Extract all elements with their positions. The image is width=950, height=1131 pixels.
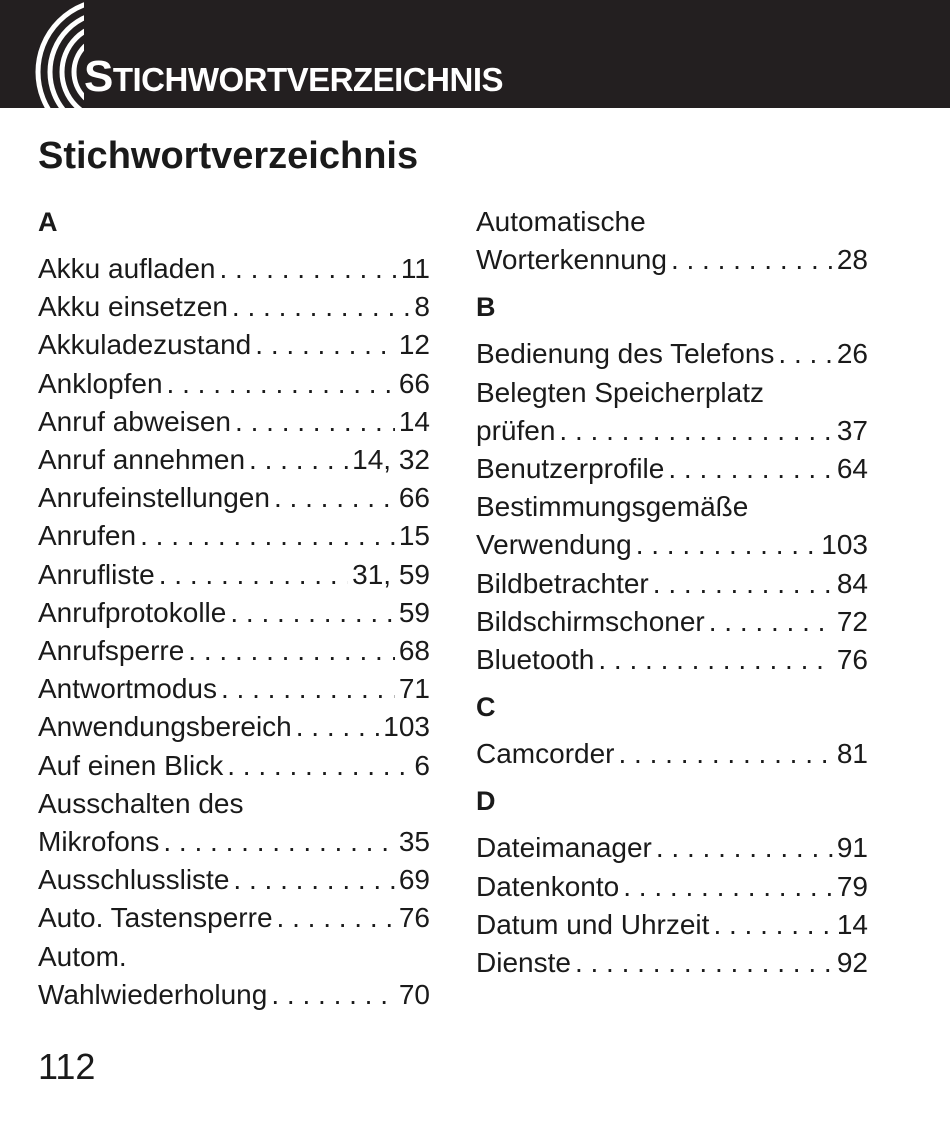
entry-term: Belegten Speicherplatz [476,376,764,408]
entry-page-ref: 71 [398,673,430,705]
dot-leader [636,526,818,564]
dot-leader [559,412,832,450]
page-number: 112 [38,1046,96,1087]
entry-page-ref: 6 [414,749,430,781]
dot-leader [227,747,410,785]
index-entry [476,829,868,867]
entry-page-ref: 37 [836,414,868,446]
index-column-right [476,203,868,982]
header-title-initial: S [84,52,113,101]
index-entry [476,335,868,373]
index-entry [476,203,868,279]
entry-term: prüfen [476,414,556,446]
entry-page-ref: 8 [414,291,430,323]
header-title [84,52,503,102]
dot-leader [274,479,395,517]
entry-term: Anrufen [38,520,137,552]
entry-term: Autom. [38,940,127,972]
entry-term: Datenkonto [476,870,620,902]
index-entry [38,403,430,441]
entry-term: Dienste [476,947,571,979]
index-entry [38,899,430,937]
entry-term: Akkuladezustand [38,329,252,361]
chapter-header [0,0,950,108]
entry-term: Bestimmungsgemäße [476,491,749,523]
entry-page-ref: 103 [383,711,430,743]
dot-leader [221,670,395,708]
dot-leader [296,708,380,746]
entry-term: Antwortmodus [38,673,217,705]
entry-page-ref: 14, 32 [352,444,430,476]
entry-term: Ausschalten des [38,787,244,819]
index-section [476,288,868,679]
dot-leader [188,632,395,670]
entry-term: Bildbetrachter [476,567,649,599]
index-entry [38,632,430,670]
entry-term: Datum und Uhrzeit [476,908,710,940]
dot-leader [575,944,833,982]
dot-leader [167,365,395,403]
index-entry [38,517,430,555]
entry-term: Automatische [476,206,646,237]
entry-term: Dateimanager [476,832,652,864]
dot-leader [668,450,833,488]
entry-term: Auf einen Blick [38,749,224,781]
dot-leader [618,735,832,773]
entry-term: Camcorder [476,738,615,770]
entry-term: Anklopfen [38,367,163,399]
dot-leader [713,906,832,944]
dot-leader [159,556,348,594]
index-entry [476,603,868,641]
entry-page-ref: 31, 59 [352,558,430,590]
index-entry [38,747,430,785]
index-column-left [38,203,430,1014]
dot-leader [277,899,395,937]
entry-page-ref: 66 [398,482,430,514]
entry-page-ref: 11 [400,253,430,284]
index-entry [476,565,868,603]
section-letter: C [476,692,496,723]
entry-term: Akku einsetzen [38,291,228,323]
index-entry [38,365,430,403]
index-entry [476,944,868,982]
entry-term: Verwendung [476,529,632,561]
dot-leader [140,517,395,555]
entry-term: Bluetooth [476,644,595,676]
entry-page-ref: 91 [836,832,868,864]
page-title: Stichwortverzeichnis [38,135,419,177]
index-entry [476,488,868,564]
dot-leader [656,829,833,867]
dot-leader [653,565,833,603]
entry-page-ref: 70 [398,978,430,1010]
dot-leader [163,823,394,861]
section-letter: A [38,207,58,237]
entry-term: Anrufsperre [38,635,185,667]
header-title-rest: TICHWORTVERZEICHNIS [112,61,504,98]
entry-page-ref: 81 [836,738,868,770]
index-entry [476,641,868,679]
index-section [476,782,868,982]
entry-term: Ausschlussliste [38,864,230,896]
dot-leader [233,861,394,899]
entry-term: Bedienung des Telefons [476,338,775,370]
entry-term: Auto. Tastensperre [38,902,273,934]
index-entry [38,479,430,517]
index-entry [38,441,430,479]
entry-term: Anrufeinstellungen [38,482,270,514]
dot-leader [598,641,833,679]
entry-term: Akku aufladen [38,253,216,284]
section-letter: B [476,292,496,323]
dot-leader [709,603,833,641]
dot-leader [671,241,833,279]
index-entry [476,450,868,488]
index-entry [38,250,430,288]
index-section [476,688,868,773]
entry-page-ref: 59 [398,596,430,628]
entry-page-ref: 15 [398,520,430,552]
entry-page-ref: 69 [398,864,430,896]
index-entry [38,670,430,708]
index-entry [476,906,868,944]
entry-term: Mikrofons [38,826,160,858]
entry-term: Worterkennung [476,244,667,276]
dot-leader [255,326,395,364]
entry-term: Anrufprotokolle [38,596,227,628]
index-entry [38,288,430,326]
dot-leader [232,288,411,326]
entry-page-ref: 66 [398,367,430,399]
index-entry [38,594,430,632]
index-entry [38,938,430,1014]
index-entry [38,326,430,364]
dot-leader [249,441,348,479]
entry-page-ref: 76 [836,644,868,676]
entry-page-ref: 68 [398,635,430,667]
index-entry [476,374,868,450]
entry-page-ref: 72 [836,605,868,637]
entry-term: Bildschirmschoner [476,605,705,637]
entry-page-ref: 92 [836,947,868,979]
entry-page-ref: 14 [398,405,430,437]
dot-leader [219,250,396,288]
index-entry [38,556,430,594]
index-entry [476,735,868,773]
entry-page-ref: 28 [836,244,868,276]
index-entry [38,861,430,899]
entry-page-ref: 12 [398,329,430,361]
index-section [476,203,868,279]
entry-term: Anrufliste [38,558,155,590]
entry-page-ref: 76 [398,902,430,934]
section-letter: D [476,786,496,817]
index-entry [38,708,430,746]
entry-page-ref: 35 [398,826,430,858]
dot-leader [235,403,395,441]
entry-term: Anruf annehmen [38,444,246,476]
entry-term: Anruf abweisen [38,405,232,437]
dot-leader [230,594,395,632]
index-section [38,203,430,1014]
dot-leader [778,335,832,373]
entry-term: Benutzerprofile [476,453,665,485]
entry-term: Anwendungsbereich [38,711,292,743]
entry-page-ref: 103 [821,529,868,561]
entry-page-ref: 79 [836,870,868,902]
entry-page-ref: 26 [836,338,868,370]
entry-page-ref: 14 [836,908,868,940]
entry-page-ref: 84 [836,567,868,599]
index-entry [476,868,868,906]
entry-page-ref: 64 [836,453,868,485]
index-entry [38,785,430,861]
entry-term: Wahlwiederholung [38,978,268,1010]
dot-leader [623,868,833,906]
dot-leader [271,976,395,1014]
